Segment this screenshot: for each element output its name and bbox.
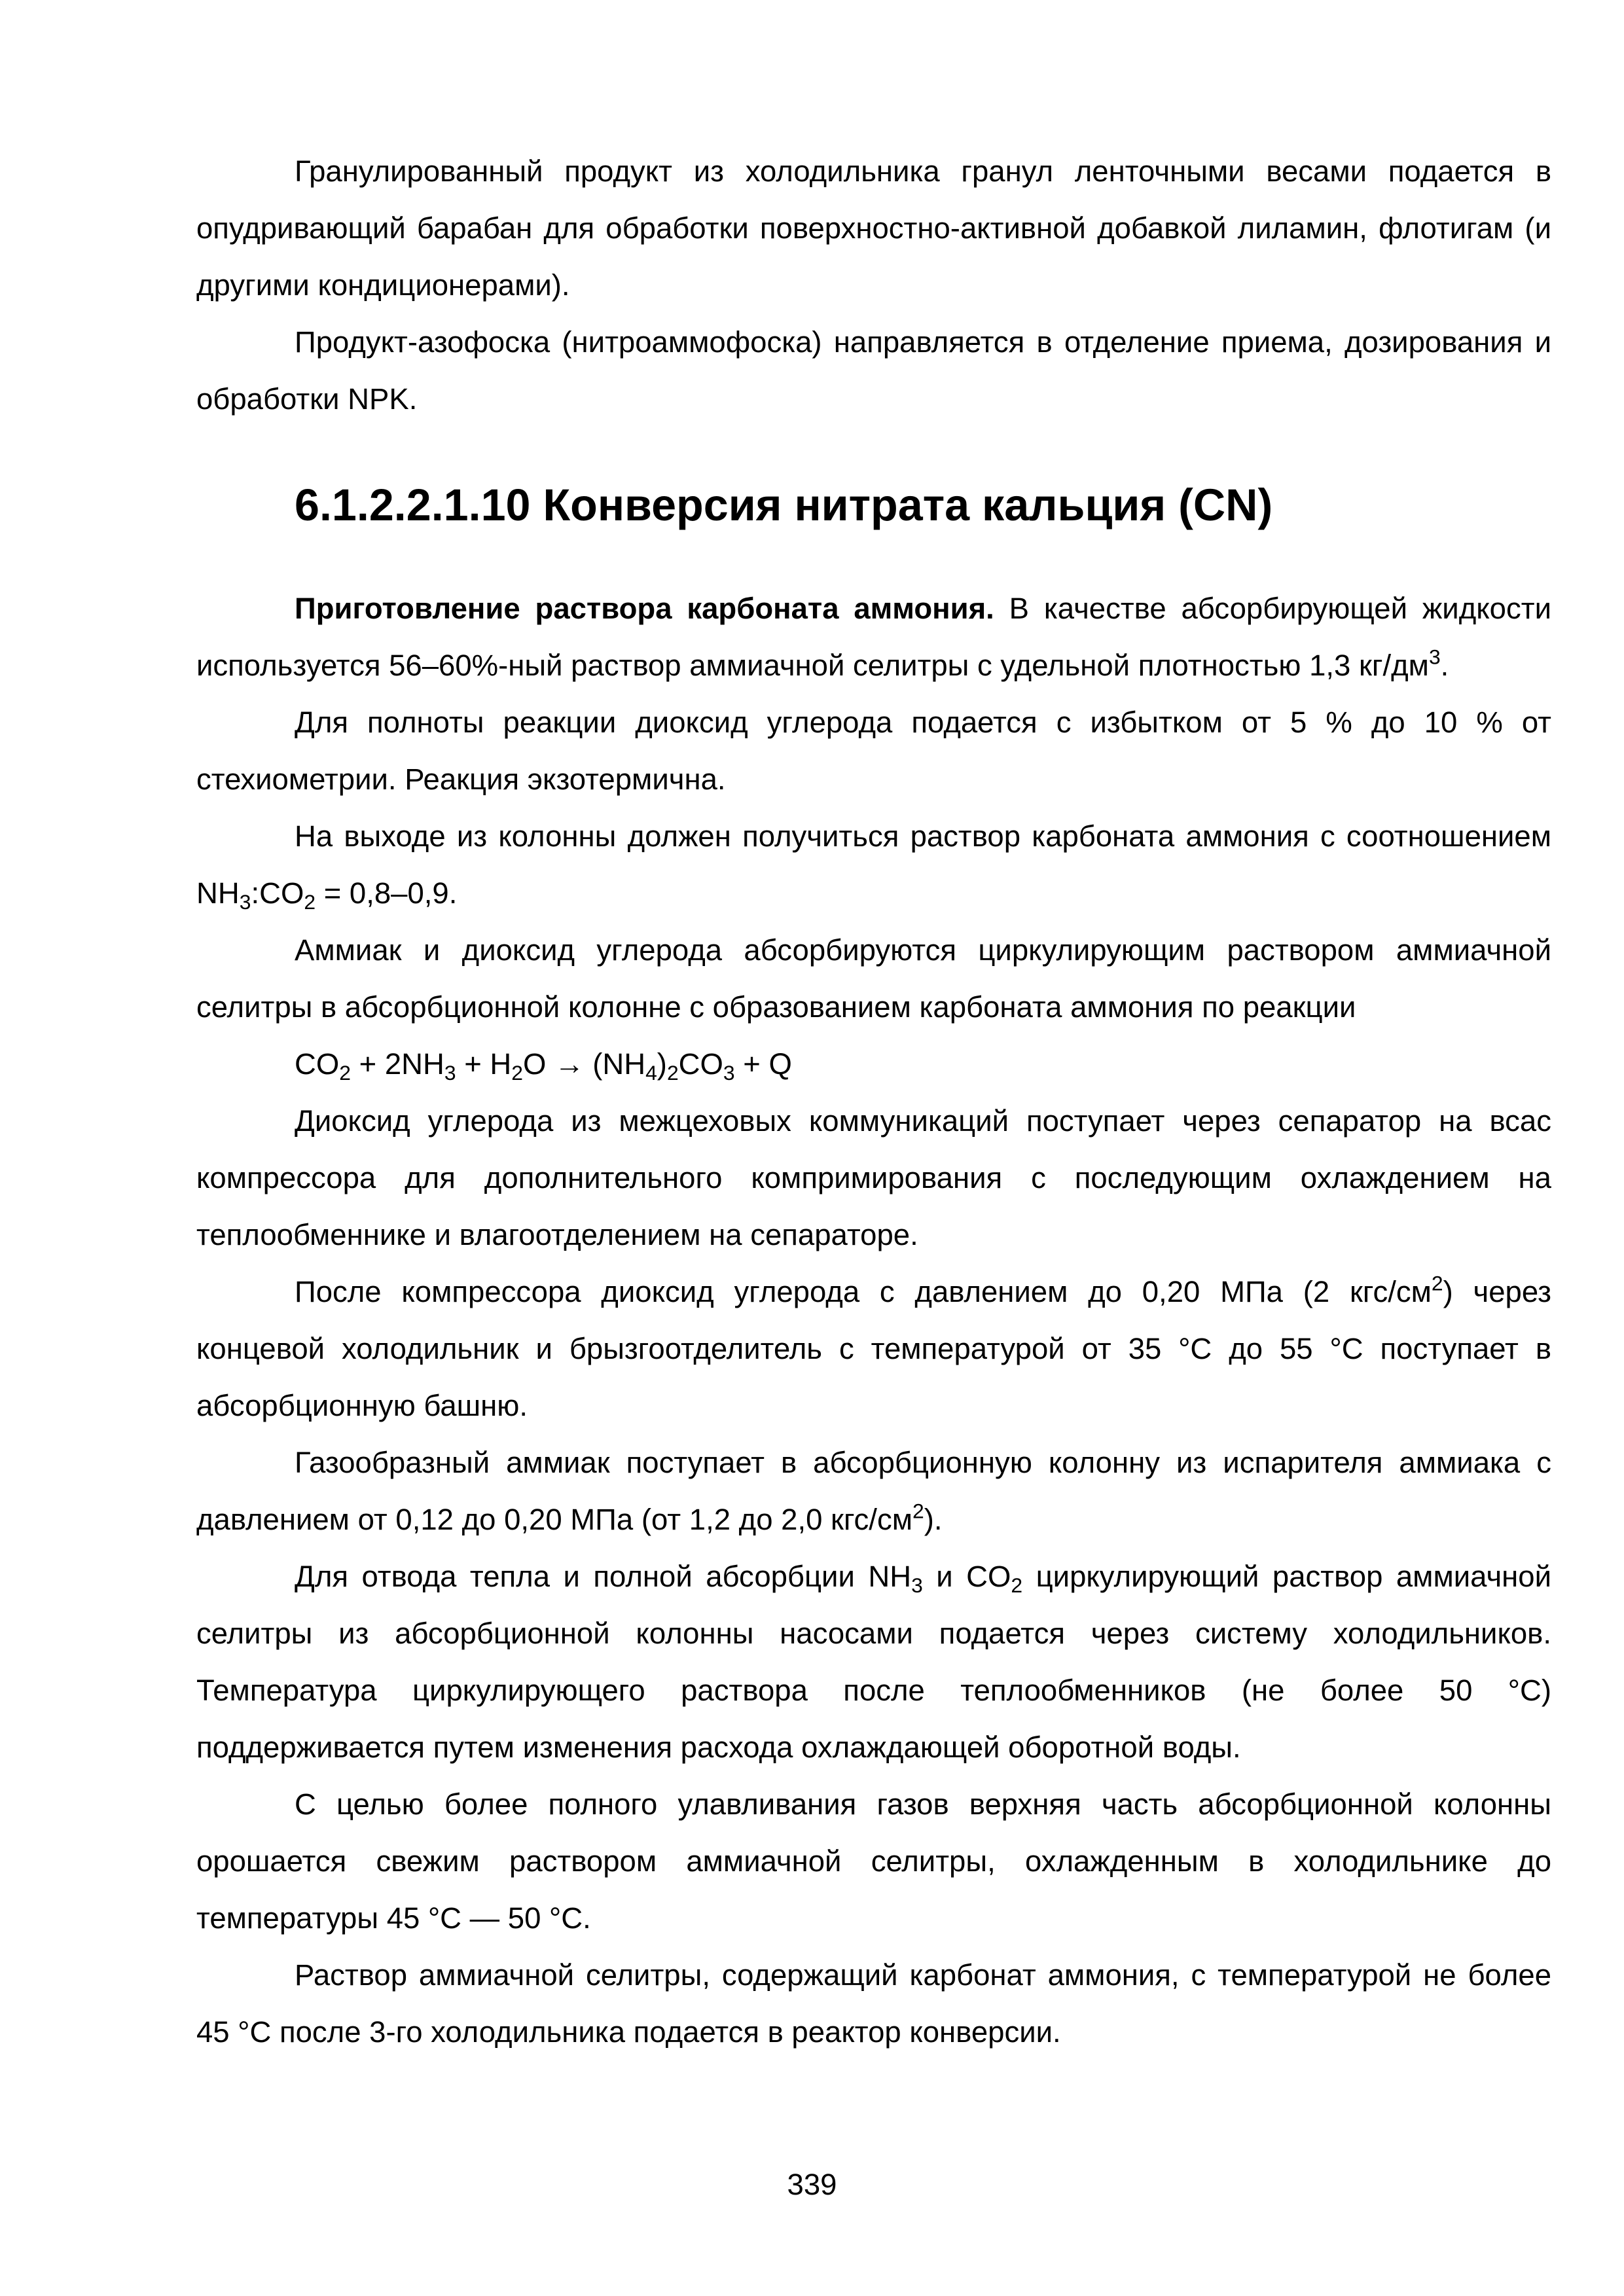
paragraph-granulated-product: Гранулированный продукт из холодильника гранул ленточными весами подается в опудривающий барабан для обработки поверхностно-активной добавкой лиламин, флотигам (и другими кондиционерами). [196,154,1551,302]
subscript: 2 [666,1060,679,1085]
equation-term: ) [657,1047,667,1081]
paragraph-text: и CO [922,1560,1011,1593]
equation-term: CO [678,1047,723,1081]
equation-term: O → (NH [523,1047,646,1081]
paragraph-azofoska: Продукт-азофоска (нитроаммофоска) направляется в отделение приема, дозирования и обработки NPK. [196,325,1551,416]
paragraph-carbonate-preparation [196,580,1551,694]
paragraph-text: . [1440,649,1449,682]
paragraph-column-output [196,808,1551,922]
subscript: 2 [304,889,316,914]
equation-term: + 2NH [350,1047,444,1081]
paragraph-text: Газообразный аммиак поступает в абсорбционную колонну из испарителя аммиака с давлением от 0,12 до 0,20 МПа (от 1,2 до 2,0 кгс/см [196,1446,1551,1536]
paragraph-co2-supply: Диоксид углерода из межцеховых коммуникаций поступает через сепаратор на всас компрессора для дополнительного компримирования с последующим охлаждением на теплообменнике и влагоотделением на сепараторе. [196,1104,1551,1251]
superscript: 2 [912,1499,924,1523]
equation-term: + Q [734,1047,792,1081]
superscript: 3 [1428,645,1441,669]
paragraph-text: :CO [251,876,304,910]
subscript: 3 [723,1060,735,1085]
subscript: 4 [645,1060,657,1085]
paragraph-conversion-reactor: Раствор аммиачной селитры, содержащий карбонат аммония, с температурой не более 45 °С после 3-го холодильника подается в реактор конверсии. [196,1958,1551,2049]
paragraph-ammonia-gas [196,1434,1551,1548]
page-number: 339 [787,2168,837,2201]
paragraph-compressor [196,1263,1551,1434]
paragraph-gas-capture: С целью более полного улавливания газов верхняя часть абсорбционной колонны орошается свежим раствором аммиачной селитры, охлажденным в холодильнике до температуры 45 °С — 50 °С. [196,1787,1551,1935]
equation-term: + H [456,1047,512,1081]
paragraph-text: циркулирующий раствор аммиачной селитры из абсорбционной колонны насосами подается через систему холодильников. Температура циркулирующего раствора после теплообменников (не более 50 °С) поддерживается путем изменения расхода охлаждающей оборотной воды. [196,1560,1551,1764]
paragraph-text: На выходе из колонны должен получиться раствор карбоната аммония с соотношением NH [196,819,1551,910]
paragraph-heat-removal [196,1548,1551,1776]
subscript: 2 [339,1060,351,1085]
paragraph-text: В качестве абсорбирующей жидкости используется 56–60%-ный раствор аммиачной селитры с удельной плотностью 1,3 кг/дм [196,592,1551,682]
paragraph-co2-excess: Для полноты реакции диоксид углерода подается с избытком от 5 % до 10 % от стехиометрии. Реакция экзотермична. [196,706,1551,796]
paragraph-absorption: Аммиак и диоксид углерода абсорбируются циркулирующим раствором аммиачной селитры в абсорбционной колонне с образованием карбоната аммония по реакции [196,933,1551,1024]
subscript: 2 [511,1060,524,1085]
section-heading: 6.1.2.2.1.10 Конверсия нитрата кальция (CN) [295,480,1273,530]
superscript: 2 [1431,1271,1443,1295]
paragraph-text: Для отвода тепла и полной абсорбции NH [295,1560,912,1593]
subscript: 3 [911,1573,923,1597]
document-body [196,143,1551,2060]
subscript: 2 [1011,1573,1023,1597]
equation-term: CO [295,1047,340,1081]
paragraph-text: После компрессора диоксид углерода с давлением до 0,20 МПа (2 кгс/см [295,1275,1432,1308]
paragraph-text: ). [924,1503,943,1536]
subscript: 3 [239,889,251,914]
paragraph-text: ) через концевой холодильник и брызгоотделитель с температурой от 35 °С до 55 °С поступает в абсорбционную башню. [196,1275,1552,1422]
paragraph-text: = 0,8–0,9. [316,876,458,910]
paragraph-lead-in: Приготовление раствора карбоната аммония. [295,592,994,625]
subscript: 3 [444,1060,456,1085]
chemical-equation [196,1035,1551,1092]
